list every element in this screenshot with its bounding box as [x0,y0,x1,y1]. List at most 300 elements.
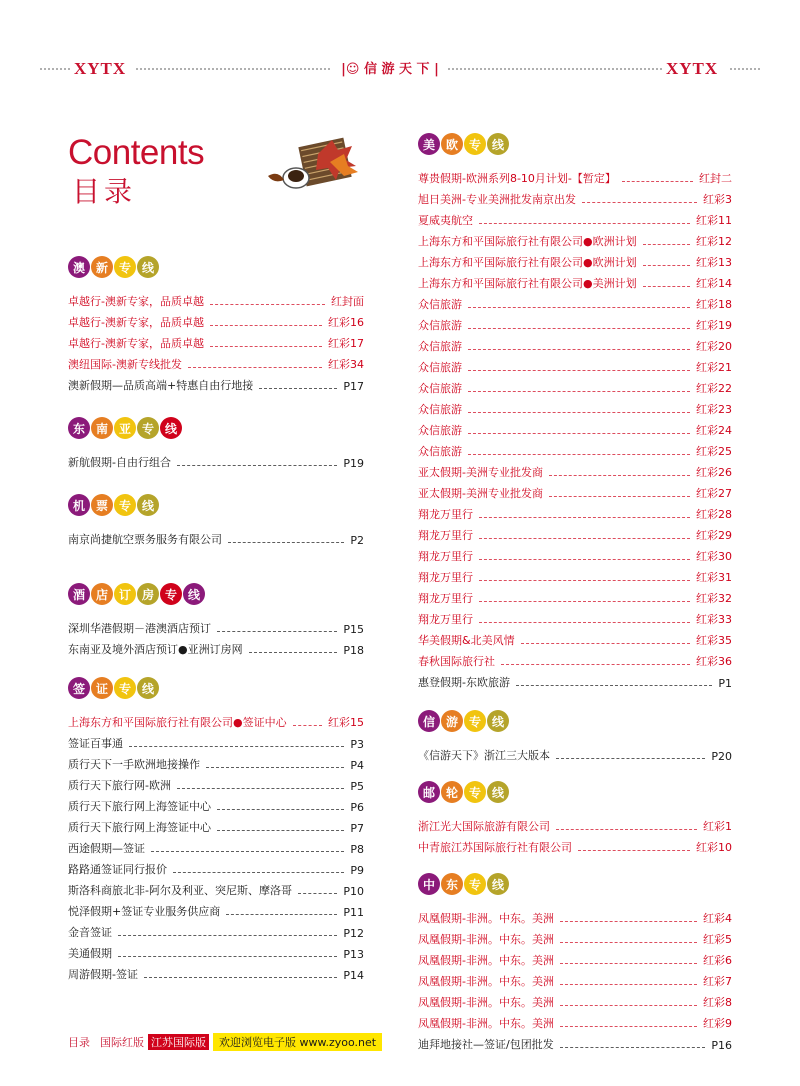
section-heading-char: 澳 [68,256,90,278]
toc-leader-dashes [479,559,690,560]
toc-entry[interactable] [418,207,732,228]
toc-entry[interactable] [68,449,364,470]
section-heading-char: 线 [487,781,509,803]
section-heading-char: 店 [91,583,113,605]
page-header [0,56,800,82]
toc-entry[interactable] [418,813,732,834]
toc-entry-page: P9 [350,864,364,877]
toc-leader-dashes [259,388,337,389]
toc-entry[interactable] [68,877,364,898]
toc-entry[interactable] [418,396,732,417]
toc-entry-title: 夏威夷航空 [418,214,473,227]
toc-entry-title: 尊贵假期-欧洲系列8-10月计划-【暂定】 [418,172,616,185]
toc-entry[interactable] [68,919,364,940]
toc-entry-page: P13 [343,948,364,961]
toc-entry-page: 红彩9 [703,1017,732,1030]
toc-entry-page: 红彩7 [703,975,732,988]
section-heading-char: 专 [114,494,136,516]
toc-entry[interactable] [68,898,364,919]
toc-entry-title: 西途假期—签证 [68,842,145,855]
toc-list [418,813,732,855]
toc-entry-title: 澳纽国际-澳新专线批发 [68,358,182,371]
toc-entry-title: 卓越行-澳新专家，品质卓越 [68,295,204,308]
toc-entry-page: 红彩35 [696,634,732,647]
toc-leader-dashes [177,465,337,466]
toc-leader-dashes [556,758,705,759]
toc-entry-title: 斯洛科商旅北非-阿尔及利亚、突尼斯、摩洛哥 [68,884,292,897]
section-heading-char: 专 [464,873,486,895]
toc-leader-dashes [210,346,322,347]
toc-leader-dashes [556,829,697,830]
toc-entry-page: 红彩23 [696,403,732,416]
section-heading-char: 东 [441,873,463,895]
toc-leader-dashes [549,475,690,476]
toc-entry[interactable] [68,615,364,636]
toc-entry-page: 红彩22 [696,382,732,395]
toc-entry[interactable] [68,793,364,814]
toc-entry-page: 红彩26 [696,466,732,479]
toc-entry-title: 深圳华港假期－港澳酒店预订 [68,622,211,635]
toc-leader-dashes [479,601,690,602]
section-heading [418,867,732,901]
toc-entry[interactable] [68,526,364,547]
toc-entry[interactable] [418,564,732,585]
section-heading-char: 房 [137,583,159,605]
toc-entry[interactable] [418,926,732,947]
toc-entry-page: 红彩28 [696,508,732,521]
toc-entry-title: 华美假期&北美风情 [418,634,515,647]
section-heading-char: 专 [137,417,159,439]
toc-entry[interactable] [68,961,364,982]
toc-entry[interactable] [418,742,732,763]
toc-entry-title: 澳新假期—品质高端+特惠自由行地接 [68,379,254,392]
section-heading [418,704,732,738]
toc-entry[interactable] [418,1010,732,1031]
toc-entry[interactable] [418,947,732,968]
left-column [68,250,364,982]
toc-entry-page: 红彩13 [696,256,732,269]
toc-entry[interactable] [418,354,732,375]
toc-entry[interactable] [68,814,364,835]
toc-entry-title: 翔龙万里行 [418,592,473,605]
section-heading [68,488,364,522]
toc-entry-title: 众信旅游 [418,361,462,374]
toc-entry[interactable] [418,165,732,186]
toc-entry-page: P12 [343,927,364,940]
toc-entry-page: P11 [343,906,364,919]
toc-entry-page: 红封二 [699,172,732,185]
header-center-title: |☺ 信 游 天 下 | [341,62,439,77]
toc-entry-page: 红彩4 [703,912,732,925]
toc-entry-page: P14 [343,969,364,982]
brand-right: XYTX [666,59,719,78]
toc-entry[interactable] [418,186,732,207]
toc-entry-page: 红彩30 [696,550,732,563]
toc-entry-page: 红彩10 [696,841,732,854]
toc-leader-dashes [206,767,344,768]
toc-entry-title: 悦泽假期+签证专业服务供应商 [68,905,221,918]
toc-list [68,526,364,547]
toc-entry-page: P1 [718,677,732,690]
toc-list [68,288,364,393]
toc-entry[interactable] [418,333,732,354]
toc-entry-page: 红彩20 [696,340,732,353]
section-heading-char: 中 [418,873,440,895]
toc-entry[interactable] [68,772,364,793]
toc-leader-dashes [468,412,690,413]
toc-entry-page: 红彩31 [696,571,732,584]
toc-entry-title: 凤凰假期-非洲。中东。美洲 [418,933,554,946]
toc-entry-title: 亚太假期-美洲专业批发商 [418,487,543,500]
toc-entry[interactable] [68,351,364,372]
section-heading-char: 签 [68,677,90,699]
toc-entry[interactable] [418,417,732,438]
toc-entry-page: 红彩14 [696,277,732,290]
toc-entry-title: 众信旅游 [418,340,462,353]
toc-entry-page: 红封面 [331,295,364,308]
toc-leader-dashes [479,622,690,623]
toc-list [418,165,732,690]
section-heading-char: 线 [137,677,159,699]
toc-entry-page: P7 [350,822,364,835]
toc-entry-page: P15 [343,623,364,636]
toc-entry[interactable] [418,905,732,926]
section-heading-char: 线 [487,133,509,155]
toc-entry-page: 红彩19 [696,319,732,332]
toc-entry[interactable] [418,968,732,989]
section-heading-char: 专 [464,133,486,155]
toc-entry-page: 红彩32 [696,592,732,605]
toc-entry-title: 卓越行-澳新专家，品质卓越 [68,337,204,350]
toc-leader-dashes [293,725,322,726]
toc-entry-title: 凤凰假期-非洲。中东。美洲 [418,912,554,925]
header-dots-left [40,68,70,70]
toc-leader-dashes [468,433,690,434]
toc-leader-dashes [560,921,697,922]
toc-entry[interactable] [68,372,364,393]
toc-list [418,742,732,763]
section-heading-char: 游 [441,710,463,732]
toc-entry-page: P8 [350,843,364,856]
section-heading-char: 证 [91,677,113,699]
toc-leader-dashes [479,517,690,518]
toc-entry-title: 众信旅游 [418,445,462,458]
toc-entry-title: 春秋国际旅行社 [418,655,495,668]
toc-leader-dashes [643,244,690,245]
toc-entry[interactable] [68,709,364,730]
section-heading-char: 信 [418,710,440,732]
toc-entry-title: 翔龙万里行 [418,613,473,626]
section-heading [68,671,364,705]
section-heading-char: 专 [160,583,182,605]
toc-entry-page: P16 [711,1039,732,1052]
toc-entry[interactable] [68,856,364,877]
toc-entry[interactable] [68,730,364,751]
toc-entry[interactable] [68,309,364,330]
toc-entry[interactable] [418,291,732,312]
toc-leader-dashes [118,935,337,936]
toc-entry-page: 红彩1 [703,820,732,833]
toc-entry-page: 红彩16 [328,316,364,329]
toc-entry[interactable] [418,1031,732,1052]
toc-entry-title: 亚太假期-美洲专业批发商 [418,466,543,479]
contents-title-en: Contents [68,133,205,172]
toc-entry-title: 中青旅江苏国际旅行社有限公司 [418,841,572,854]
toc-entry-title: 上海东方和平国际旅行社有限公司●美洲计划 [418,277,637,290]
toc-leader-dashes [217,830,344,831]
toc-entry-page: 红彩25 [696,445,732,458]
toc-entry[interactable] [418,501,732,522]
toc-leader-dashes [468,307,690,308]
toc-entry-page: P10 [343,885,364,898]
toc-entry[interactable] [418,249,732,270]
toc-entry[interactable] [68,835,364,856]
section-heading-char: 线 [137,256,159,278]
toc-entry-page: 红彩8 [703,996,732,1009]
toc-entry-page: 红彩29 [696,529,732,542]
toc-leader-dashes [210,325,322,326]
footer-edition: 国际红版 [100,1036,144,1049]
section-heading-char: 票 [91,494,113,516]
toc-entry-page: P5 [350,780,364,793]
toc-entry[interactable] [68,751,364,772]
section-heading [418,127,732,161]
toc-entry[interactable] [418,669,732,690]
toc-entry-title: 众信旅游 [418,319,462,332]
toc-entry[interactable] [68,636,364,657]
toc-entry-title: 众信旅游 [418,298,462,311]
toc-entry[interactable] [418,522,732,543]
toc-entry[interactable] [418,438,732,459]
section-heading-char: 订 [114,583,136,605]
toc-entry-page: P3 [350,738,364,751]
section-heading-char: 邮 [418,781,440,803]
toc-entry-title: 凤凰假期-非洲。中东。美洲 [418,954,554,967]
coffee-leaves-illustration [260,136,360,196]
toc-entry-title: 迪拜地接社—签证/包团批发 [418,1038,554,1051]
toc-list [68,615,364,657]
toc-entry[interactable] [418,627,732,648]
section-heading-char: 东 [68,417,90,439]
toc-leader-dashes [217,631,337,632]
section-heading [68,411,364,445]
toc-leader-dashes [468,454,690,455]
toc-entry-title: 美通假期 [68,947,112,960]
contents-title-cn: 目录 [72,175,137,208]
toc-entry-page: P4 [350,759,364,772]
section-heading-char: 线 [183,583,205,605]
toc-leader-dashes [468,328,690,329]
toc-leader-dashes [643,286,690,287]
toc-entry-page: P19 [343,457,364,470]
section-heading-char: 线 [487,710,509,732]
toc-entry-title: 南京尚捷航空票务服务有限公司 [68,533,222,546]
toc-entry-title: 金音签证 [68,926,112,939]
toc-entry-page: 红彩3 [703,193,732,206]
toc-leader-dashes [560,942,697,943]
toc-entry[interactable] [418,312,732,333]
toc-entry[interactable] [68,940,364,961]
toc-leader-dashes [226,914,337,915]
toc-entry-title: 众信旅游 [418,403,462,416]
toc-entry-title: 众信旅游 [418,424,462,437]
toc-entry-title: 质行天下一手欧洲地接操作 [68,758,200,771]
section-heading-char: 线 [137,494,159,516]
toc-entry[interactable] [418,480,732,501]
toc-leader-dashes [479,580,690,581]
toc-entry[interactable] [418,543,732,564]
toc-entry-page: P2 [350,534,364,547]
toc-entry-title: 质行天下旅行网-欧洲 [68,779,171,792]
toc-leader-dashes [549,496,690,497]
toc-entry-title: 上海东方和平国际旅行社有限公司●签证中心 [68,716,287,729]
toc-entry-page: 红彩24 [696,424,732,437]
toc-leader-dashes [210,304,325,305]
section-heading [68,250,364,284]
toc-entry-page: 红彩36 [696,655,732,668]
toc-leader-dashes [129,746,344,747]
toc-list [68,449,364,470]
toc-entry-title: 惠登假期-东欧旅游 [418,676,510,689]
toc-entry-title: 翔龙万里行 [418,571,473,584]
section-heading-char: 机 [68,494,90,516]
toc-entry-title: 众信旅游 [418,382,462,395]
toc-leader-dashes [468,391,690,392]
toc-entry-page: P20 [711,750,732,763]
toc-entry-title: 周游假期-签证 [68,968,138,981]
toc-entry-page: 红彩5 [703,933,732,946]
section-heading-char: 专 [464,781,486,803]
toc-entry-title: 凤凰假期-非洲。中东。美洲 [418,996,554,1009]
toc-entry-title: 质行天下旅行网上海签证中心 [68,800,211,813]
section-heading-char: 线 [160,417,182,439]
toc-entry[interactable] [418,648,732,669]
section-heading-char: 亚 [114,417,136,439]
toc-leader-dashes [501,664,690,665]
toc-leader-dashes [217,809,344,810]
toc-entry-title: 路路通签证同行报价 [68,863,167,876]
toc-entry[interactable] [418,228,732,249]
toc-entry-title: 翔龙万里行 [418,550,473,563]
toc-entry-page: 红彩21 [696,361,732,374]
section-heading-char: 专 [464,710,486,732]
toc-entry[interactable] [418,270,732,291]
toc-entry-title: 翔龙万里行 [418,508,473,521]
section-heading-char: 专 [114,256,136,278]
toc-entry-title: 新航假期-自由行组合 [68,456,171,469]
toc-entry-title: 卓越行-澳新专家，品质卓越 [68,316,204,329]
toc-entry-page: 红彩6 [703,954,732,967]
toc-entry-title: 旭日美洲-专业美洲批发南京出发 [418,193,576,206]
toc-entry-page: P18 [343,644,364,657]
toc-entry-title: 《信游天下》浙江三大版本 [418,749,550,762]
toc-entry-page: 红彩11 [696,214,732,227]
right-column [418,127,732,1052]
toc-list [68,709,364,982]
toc-entry-title: 凤凰假期-非洲。中东。美洲 [418,975,554,988]
toc-entry-page: 红彩18 [696,298,732,311]
toc-leader-dashes [560,1005,697,1006]
toc-leader-dashes [479,538,690,539]
section-heading-char: 南 [91,417,113,439]
toc-entry-title: 上海东方和平国际旅行社有限公司●欧洲计划 [418,256,637,269]
toc-leader-dashes [298,893,337,894]
section-heading-char: 美 [418,133,440,155]
toc-entry[interactable] [418,834,732,855]
toc-entry-page: 红彩27 [696,487,732,500]
section-heading [68,577,364,611]
toc-leader-dashes [468,370,690,371]
toc-entry[interactable] [418,375,732,396]
toc-entry-title: 东南亚及境外酒店预订●亚洲订房网 [68,643,243,656]
footer-edition-box: 江苏国际版 [148,1034,209,1050]
section-heading-char: 酒 [68,583,90,605]
toc-entry-page: 红彩33 [696,613,732,626]
toc-entry-page: 红彩15 [328,716,364,729]
toc-entry-page: 红彩34 [328,358,364,371]
header-dots-right [448,68,662,70]
toc-entry[interactable] [68,330,364,351]
toc-entry[interactable] [418,459,732,480]
toc-leader-dashes [468,349,690,350]
toc-leader-dashes [177,788,344,789]
toc-leader-dashes [560,963,697,964]
toc-entry-title: 翔龙万里行 [418,529,473,542]
footer-label: 目录 [68,1036,90,1049]
toc-entry-page: 红彩17 [328,337,364,350]
toc-leader-dashes [188,367,322,368]
section-heading [418,775,732,809]
toc-list [418,905,732,1052]
section-heading-char: 新 [91,256,113,278]
toc-entry-page: P17 [343,380,364,393]
toc-leader-dashes [560,1026,697,1027]
header-dots-right-2 [730,68,760,70]
toc-leader-dashes [643,265,690,266]
toc-leader-dashes [560,984,697,985]
toc-leader-dashes [228,542,344,543]
toc-leader-dashes [582,202,697,203]
brand-left: XYTX [74,59,127,78]
section-heading-char: 专 [114,677,136,699]
header-dots-left-2 [136,68,330,70]
toc-leader-dashes [560,1047,706,1048]
toc-leader-dashes [521,643,690,644]
toc-leader-dashes [516,685,712,686]
toc-entry-title: 上海东方和平国际旅行社有限公司●欧洲计划 [418,235,637,248]
toc-leader-dashes [479,223,690,224]
toc-leader-dashes [249,652,338,653]
toc-entry[interactable] [418,989,732,1010]
toc-entry-title: 凤凰假期-非洲。中东。美洲 [418,1017,554,1030]
page-footer [68,1034,382,1050]
toc-entry[interactable] [418,606,732,627]
footer-website-link[interactable]: 欢迎浏览电子版 www.zyoo.net [213,1033,382,1051]
toc-leader-dashes [151,851,344,852]
toc-leader-dashes [118,956,337,957]
toc-leader-dashes [144,977,337,978]
toc-leader-dashes [578,850,690,851]
toc-entry-page: P6 [350,801,364,814]
toc-entry[interactable] [418,585,732,606]
section-heading-char: 线 [487,873,509,895]
toc-leader-dashes [622,181,693,182]
toc-entry-title: 浙江光大国际旅游有限公司 [418,820,550,833]
toc-entry[interactable] [68,288,364,309]
section-heading-char: 轮 [441,781,463,803]
toc-leader-dashes [173,872,344,873]
section-heading-char: 欧 [441,133,463,155]
